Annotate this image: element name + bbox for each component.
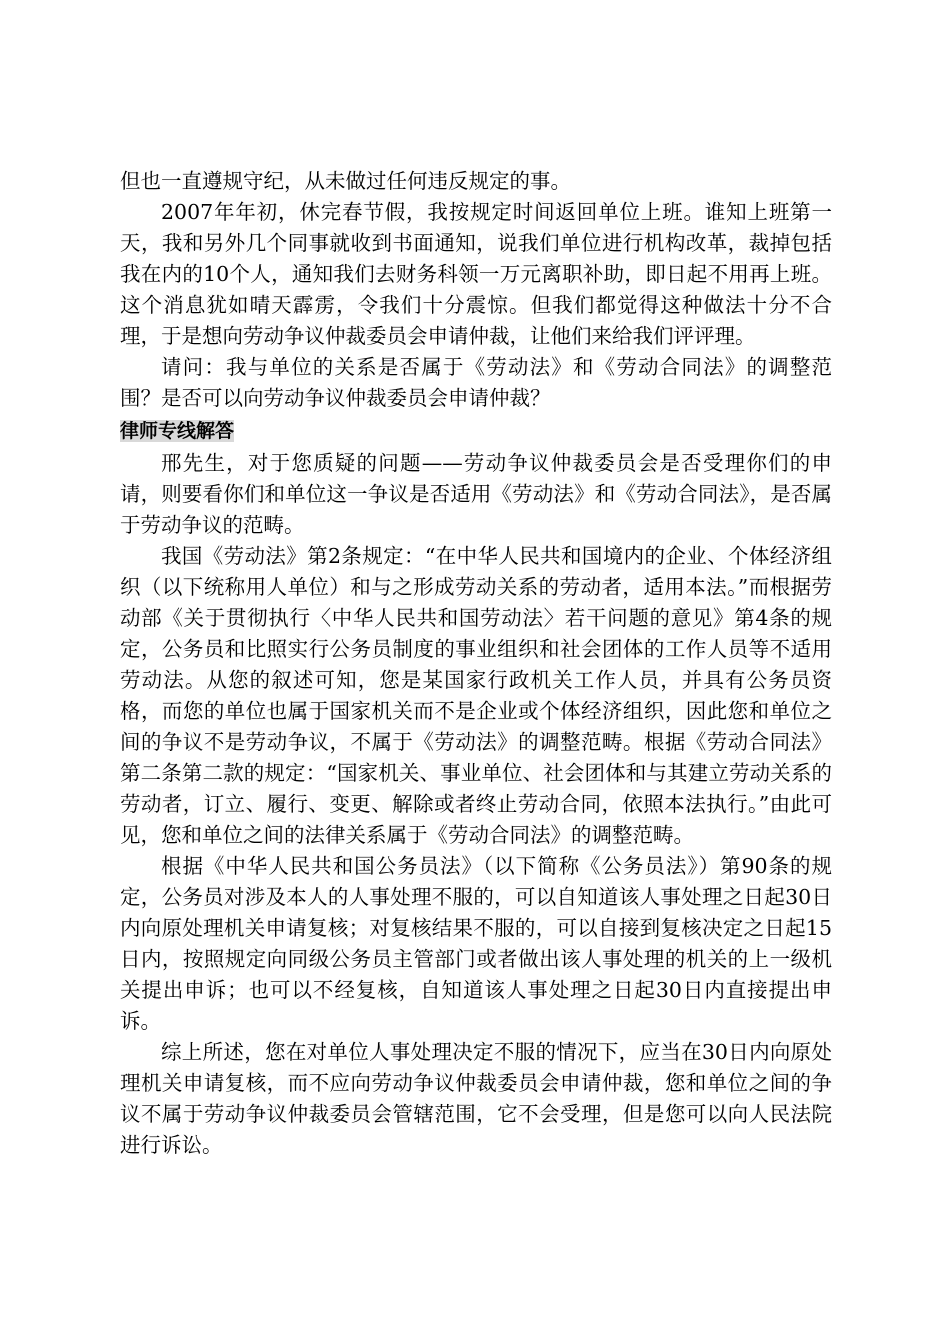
document-page bbox=[120, 166, 832, 1161]
paragraph-continuation: 但也一直遵规守纪，从未做过任何违反规定的事。 bbox=[120, 169, 571, 193]
paragraph-labor-law: 我国《劳动法》第2条规定：“在中华人民共和国境内的企业、个体经济组织（以下统称用人单位）和与之形成劳动关系的劳动者，适用本法。”而根据劳动部《关于贯彻执行〈中华人民共和国劳动法〉若干问题的意见》第4条的规定，公务员和比照实行公务员制度的事业组织和社会团体的工作人员等不适用劳动法。从您的叙述可知，您是某国家行政机关工作人员，并具有公务员资格，而您的单位也属于国家机关而不是企业或个体经济组织，因此您和单位之间的争议不是劳动争议，不属于《劳动法》的调整范畴。根据《劳动合同法》第二条第二款的规定：“国家机关、事业单位、社会团体和与其建立劳动关系的劳动者，订立、履行、变更、解除或者终止劳动合同，依照本法执行。”由此可见，您和单位之间的法律关系属于《劳动合同法》的调整范畴。 bbox=[120, 544, 832, 847]
paragraph-question: 请问：我与单位的关系是否属于《劳动法》和《劳动合同法》的调整范围？是否可以向劳动争议仲裁委员会申请仲裁？ bbox=[120, 355, 832, 410]
section-heading bbox=[120, 414, 832, 448]
paragraph-answer-intro: 邢先生，对于您质疑的问题——劳动争议仲裁委员会是否受理你们的申请，则要看你们和单位这一争议是否适用《劳动法》和《劳动合同法》，是否属于劳动争议的范畴。 bbox=[120, 451, 832, 537]
paragraph-conclusion: 综上所述，您在对单位人事处理决定不服的情况下，应当在30日内向原处理机关申请复核，而不应向劳动争议仲裁委员会申请仲裁，您和单位之间的争议不属于劳动争议仲裁委员会管辖范围，它不会受理，但是您可以向人民法院进行诉讼。 bbox=[120, 1040, 832, 1157]
paragraph-civil-servant-law: 根据《中华人民共和国公务员法》（以下简称《公务员法》）第90条的规定，公务员对涉及本人的人事处理不服的，可以自知道该人事处理之日起30日内向原处理机关申请复核；对复核结果不服的，可以自接到复核决定之日起15日内，按照规定向同级公务员主管部门或者做出该人事处理的机关的上一级机关提出申诉；也可以不经复核，自知道该人事处理之日起30日内直接提出申诉。 bbox=[120, 854, 832, 1033]
paragraph-background: 2007年年初，休完春节假，我按规定时间返回单位上班。谁知上班第一天，我和另外几个同事就收到书面通知，说我们单位进行机构改革，裁掉包括我在内的10个人，通知我们去财务科领一万元离职补助，即日起不用再上班。这个消息犹如晴天霹雳，令我们十分震惊。但我们都觉得这种做法十分不合理，于是想向劳动争议仲裁委员会申请仲裁，让他们来给我们评评理。 bbox=[120, 200, 832, 348]
section-heading-text: 律师专线解答 bbox=[120, 420, 235, 442]
